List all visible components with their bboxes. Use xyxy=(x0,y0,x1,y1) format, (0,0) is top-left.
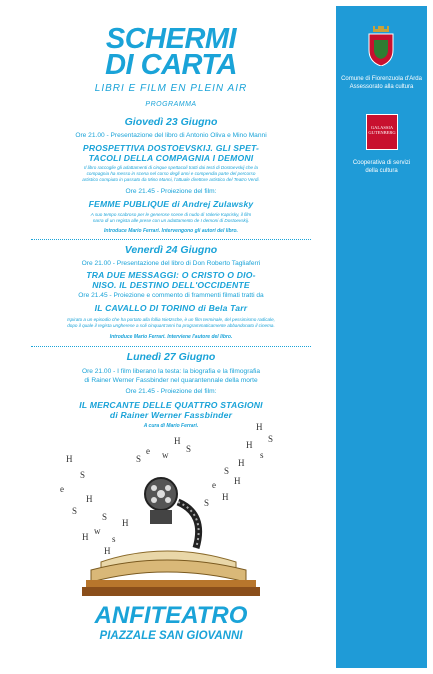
svg-text:e: e xyxy=(146,446,150,456)
day1-desc-b: compagnia ha messo in scena nel corso degli anni e compendia parte del percorso xyxy=(86,171,256,176)
coop-line-1: Cooperativa di servizi xyxy=(352,160,411,166)
day1-book-title-b: TACOLI DELLA COMPAGNIA I DEMONI xyxy=(88,153,254,163)
program-column xyxy=(6,6,336,668)
svg-text:H: H xyxy=(234,476,241,486)
svg-text:e: e xyxy=(212,480,216,490)
svg-text:w: w xyxy=(162,450,169,460)
svg-text:S: S xyxy=(268,434,274,444)
sponsor-sidebar xyxy=(336,6,427,668)
day2-film-desc-b: dopo il quale il regista ungherese a soli cinquant'anni ha programmaticamente abbandonato il cinema. xyxy=(67,323,275,328)
day1-film-desc-b: narra di un regista alle prese con un adattamento de I demoni di Dostoevskij. xyxy=(92,218,250,223)
day3-event1-b: di Rainer Werner Fassbinder nel quarantennale della morte xyxy=(84,377,258,384)
day2-film-desc-a: Ispirato a un episodio che ha portato alla follia Nietzsche, è un film terminale, del pessimismo radicale, xyxy=(67,317,275,322)
day3-event2: Ore 21.45 - Proiezione del film: xyxy=(125,388,217,395)
day1-intro: Introduce Mario Ferrari. Intervengono gli autori del libro. xyxy=(104,228,238,234)
svg-text:H: H xyxy=(222,492,229,502)
day3-date: Lunedì 27 Giugno xyxy=(126,351,216,363)
books-film-illustration xyxy=(46,422,296,598)
film-reel-icon xyxy=(145,478,199,548)
svg-text:H: H xyxy=(66,454,73,464)
title-line-2: DI CARTA xyxy=(105,49,237,81)
venue-subtitle: PIAZZALE SAN GIOVANNI xyxy=(99,630,243,642)
svg-text:S: S xyxy=(204,498,210,508)
venue-title: ANFITEATRO xyxy=(94,602,248,629)
day2-date: Venerdì 24 Giugno xyxy=(124,244,218,256)
svg-text:s: s xyxy=(260,450,264,460)
svg-text:S: S xyxy=(136,454,142,464)
logo-text-2: GUTENBERG xyxy=(368,130,396,135)
day2-event2: Ore 21.45 - Proiezione e commento di frammenti filmati tratti da xyxy=(78,292,264,299)
divider xyxy=(31,239,311,240)
day3-film-title-b: di Rainer Werner Fassbinder xyxy=(109,410,233,420)
svg-text:S: S xyxy=(72,506,78,516)
day1-event2: Ore 21.45 - Proiezione del film: xyxy=(125,188,217,195)
day2-intro: Introduce Mario Ferrari. Interviene l'autore del libro. xyxy=(109,334,233,340)
title-line-1: SCHERMI xyxy=(105,23,237,55)
divider xyxy=(31,346,311,347)
svg-text:H: H xyxy=(82,532,89,542)
day2-book-title-b: NISO. IL DESTINO DELL'OCCIDENTE xyxy=(92,280,250,290)
svg-text:H: H xyxy=(246,440,253,450)
municipal-coat-of-arms-icon xyxy=(366,26,396,66)
day1-book-title-a: PROSPETTIVA DOSTOEVSKIJ. GLI SPET- xyxy=(82,143,260,153)
svg-text:H: H xyxy=(174,436,181,446)
day1-desc-a: Il libro raccoglie gli adattamenti di cinque spettacoli tratti dai testi di Dostoevskij che la xyxy=(84,165,258,170)
programma-label: PROGRAMMA xyxy=(145,101,197,108)
day2-film-title: IL CAVALLO DI TORINO di Bela Tarr xyxy=(94,303,248,313)
day3-event1-a: Ore 21.00 - I film liberano la testa: la biografia e la filmografia xyxy=(81,368,261,375)
svg-text:H: H xyxy=(86,494,93,504)
svg-text:H: H xyxy=(256,422,263,432)
day3-intro: A cura di Mario Ferrari. xyxy=(143,423,199,429)
svg-text:S: S xyxy=(186,444,192,454)
day2-book-title-a: TRA DUE MESSAGGI: O CRISTO O DIO- xyxy=(86,270,256,280)
galassia-gutenberg-logo xyxy=(366,114,398,150)
svg-text:H: H xyxy=(104,546,111,556)
svg-text:S: S xyxy=(102,512,108,522)
svg-text:H: H xyxy=(122,518,129,528)
day1-date: Giovedì 23 Giugno xyxy=(124,116,218,128)
day1-film-desc-a: A suo tempo scabroso per le generose scene di nudo di Valerie Kaprisky, il film xyxy=(90,212,252,217)
comune-name: Comune di Fiorenzuola d'Arda xyxy=(341,76,422,82)
day1-film-title: FEMME PUBLIQUE di Andrej Zulawsky xyxy=(88,199,254,209)
day1-event1: Ore 21.00 - Presentazione del libro di Antonio Oliva e Mino Manni xyxy=(75,132,267,139)
svg-text:H: H xyxy=(238,458,245,468)
svg-text:S: S xyxy=(224,466,230,476)
svg-text:e: e xyxy=(60,484,64,494)
day3-film-title-a: IL MERCANTE DELLE QUATTRO STAGIONI xyxy=(79,400,263,410)
svg-text:S: S xyxy=(80,470,86,480)
books-icon xyxy=(82,551,260,596)
svg-text:s: s xyxy=(112,534,116,544)
svg-text:w: w xyxy=(94,526,101,536)
day2-event1: Ore 21.00 - Presentazione del libro di Don Roberto Tagliaferri xyxy=(81,260,261,267)
coop-line-2: della cultura xyxy=(365,168,398,174)
subtitle: LIBRI E FILM EN PLEIN AIR xyxy=(94,83,248,94)
day1-desc-c: artistico compiuto in passato da Mino Manni, l'attuale direttore artistico del Teatro Verdi. xyxy=(82,177,260,182)
logo-text-1: GALASSIA xyxy=(370,125,394,130)
comune-office: Assessorato alla cultura xyxy=(349,84,414,90)
